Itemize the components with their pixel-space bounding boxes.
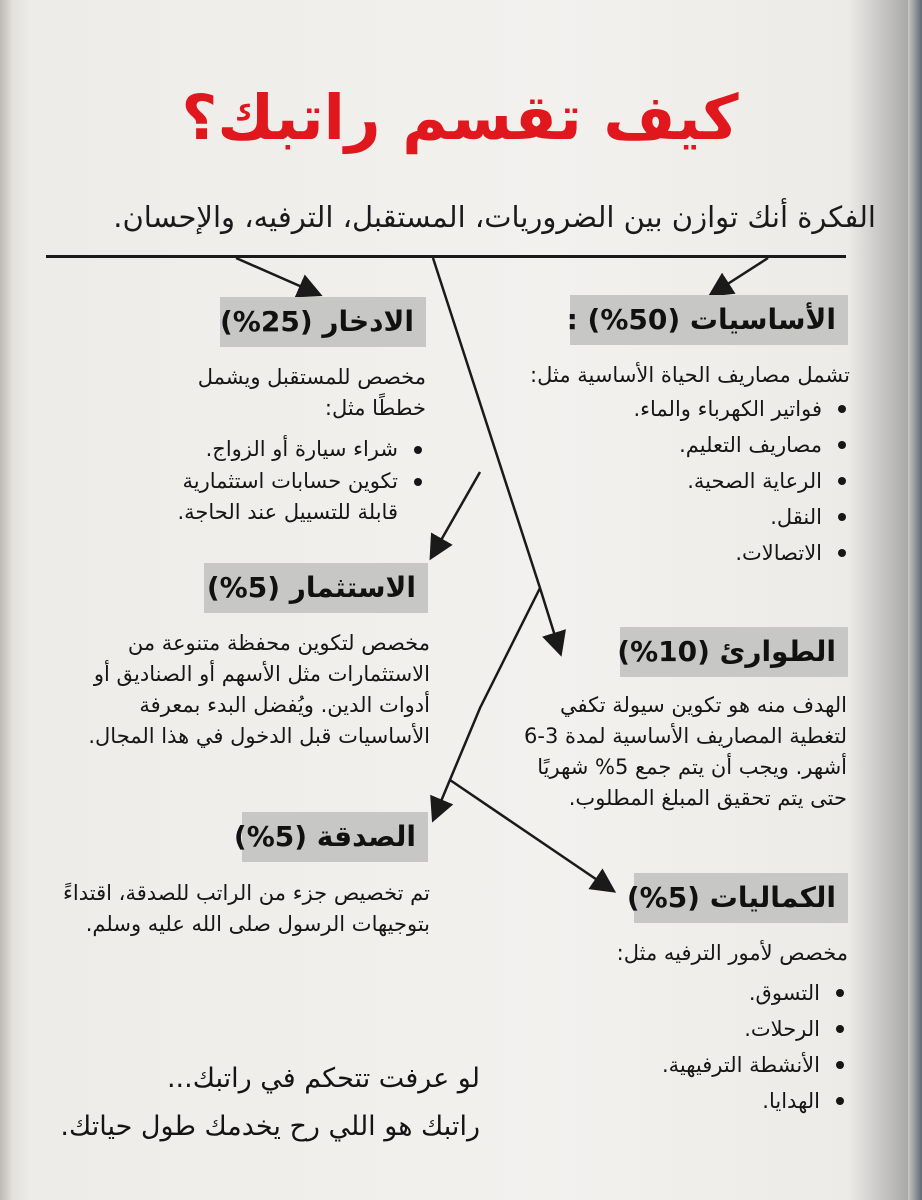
emergency-text: الهدف منه هو تكوين سيولة تكفي لتغطية المصاريف الأساسية لمدة 3-6 أشهر. ويجب أن يتم جمع 5% شهريًا حتى يتم تحقيق المبلغ المطلوب.	[524, 693, 847, 810]
essentials-intro: تشمل مصاريف الحياة الأساسية مثل:	[530, 363, 850, 387]
closing-line-1: لو عرفت تتحكم في راتبك...	[166, 1063, 480, 1094]
heading-savings: الادخار (25%)	[220, 297, 426, 347]
closing-note	[40, 1055, 480, 1151]
list-item: الرحلات.	[520, 1011, 848, 1047]
list-item: فواتير الكهرباء والماء.	[470, 391, 850, 427]
heading-luxuries: الكماليات (5%)	[634, 873, 848, 923]
list-item: الرعاية الصحية.	[470, 463, 850, 499]
list-item: تكوين حسابات استثمارية قابلة للتسييل عند الحاجة.	[150, 466, 426, 529]
savings-intro: مخصص للمستقبل ويشمل خططًا مثل:	[197, 365, 426, 420]
list-item: مصاريف التعليم.	[470, 427, 850, 463]
heading-investment: الاستثمار (5%)	[204, 563, 428, 613]
section-savings	[150, 362, 426, 529]
luxuries-intro: مخصص لأمور الترفيه مثل:	[616, 941, 848, 965]
heading-charity: الصدقة (5%)	[242, 812, 428, 862]
page-title: كيف تقسم راتبك؟	[181, 81, 739, 154]
section-luxuries	[520, 938, 848, 1119]
luxuries-list	[520, 975, 848, 1119]
page-subtitle: الفكرة أنك توازن بين الضروريات، المستقبل، الترفيه، والإحسان.	[113, 200, 876, 234]
savings-list	[150, 434, 426, 529]
list-item: النقل.	[470, 499, 850, 535]
section-essentials	[470, 360, 850, 571]
arrow-to-savings	[236, 258, 318, 294]
heading-emergency: الطوارئ (10%)	[620, 627, 848, 677]
closing-line-2: راتبك هو اللي رح يخدمك طول حياتك.	[60, 1111, 480, 1142]
list-item: الاتصالات.	[470, 535, 850, 571]
list-item: الهدايا.	[520, 1083, 848, 1119]
charity-text: تم تخصيص جزء من الراتب للصدقة، اقتداءً بتوجيهات الرسول صلى الله عليه وسلم.	[63, 881, 430, 936]
list-item: الأنشطة الترفيهية.	[520, 1047, 848, 1083]
essentials-list	[470, 391, 850, 571]
arrow-to-essentials	[712, 258, 768, 294]
investment-text: مخصص لتكوين محفظة متنوعة من الاستثمارات مثل الأسهم أو الصناديق أو أدوات الدين. ويُفضل البدء بمعرفة الأساسيات قبل الدخول في هذا المجال.	[88, 631, 430, 748]
heading-essentials: الأساسيات (50%) :	[570, 295, 848, 345]
list-item: شراء سيارة أو الزواج.	[150, 434, 426, 466]
list-item: التسوق.	[520, 975, 848, 1011]
